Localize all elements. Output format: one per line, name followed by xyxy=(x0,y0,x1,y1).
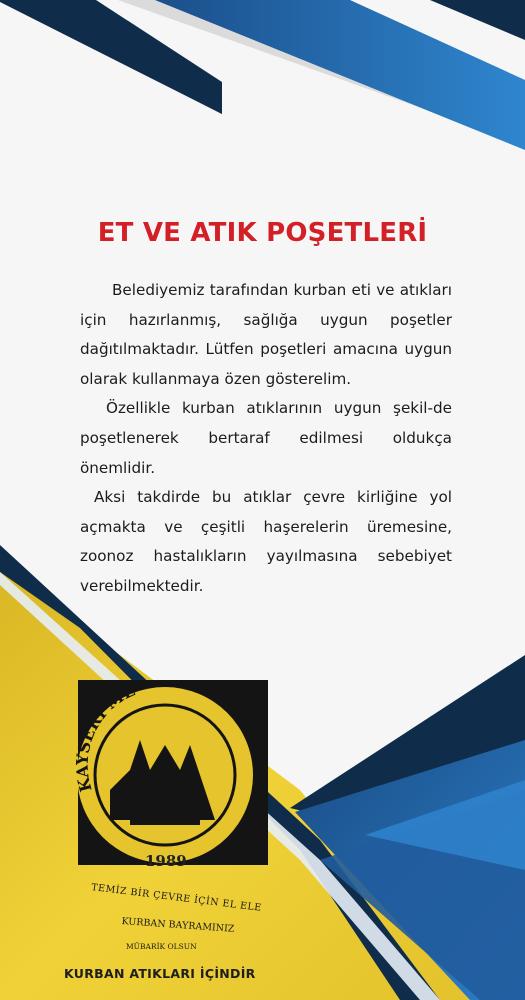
paragraph-1: Belediyemiz tarafından kurban eti ve atıkları için hazırlanmış, sağlığa uygun poşetler dağıtılmaktadır. Lütfen poşetleri amacına uygun olarak kullanmaya özen gösterelim. xyxy=(80,281,452,388)
svg-text:KAYSERİ ME xyxy=(72,681,138,794)
bag-mubarek-text: MÜBARİK OLSUN xyxy=(126,942,197,951)
bag-slogan: TEMİZ BİR ÇEVRE İÇİN EL ELE xyxy=(90,882,263,914)
paragraph-3: Aksi takdirde bu atıklar çevre kirliğine yol açmakta ve çeşitli haşerelerin üremesine, zoonoz hastalıkların yayılmasına sebebiyet verebilmektedir. xyxy=(80,488,452,595)
bag-bottom-label: KURBAN ATIKLARI İÇİNDİR xyxy=(64,966,256,981)
seal-name: KAYSERİ ME xyxy=(72,680,138,794)
seal-year: 1989 xyxy=(145,852,187,870)
poster-title: ET VE ATIK POŞETLERİ xyxy=(97,218,428,248)
paragraph-2: Özellikle kurban atıklarının uygun şekil-de poşetlenerek bertaraf edilmesi oldukça önemlidir. xyxy=(80,399,452,477)
bag-bayram-text: KURBAN BAYRAMINIZ xyxy=(121,916,235,935)
